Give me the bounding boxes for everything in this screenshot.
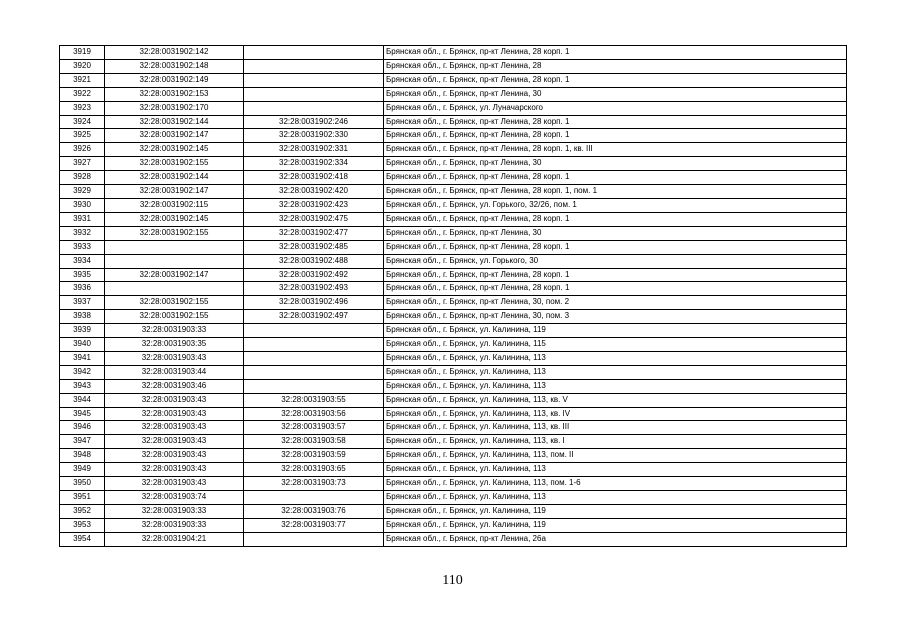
address-cell: Брянская обл., г. Брянск, ул. Луначарского xyxy=(384,101,847,115)
related-cadastral-number-cell: 32:28:0031903:57 xyxy=(244,421,384,435)
related-cadastral-number-cell: 32:28:0031902:475 xyxy=(244,212,384,226)
row-number-cell: 3942 xyxy=(60,365,105,379)
address-cell: Брянская обл., г. Брянск, пр-кт Ленина, 30, пом. 2 xyxy=(384,296,847,310)
row-number-cell: 3947 xyxy=(60,435,105,449)
row-number-cell: 3940 xyxy=(60,338,105,352)
related-cadastral-number-cell: 32:28:0031902:331 xyxy=(244,143,384,157)
table-row xyxy=(60,115,847,129)
address-cell: Брянская обл., г. Брянск, пр-кт Ленина, 28 корп. 1 xyxy=(384,129,847,143)
related-cadastral-number-cell: 32:28:0031902:334 xyxy=(244,157,384,171)
table-row xyxy=(60,226,847,240)
related-cadastral-number-cell: 32:28:0031902:418 xyxy=(244,171,384,185)
row-number-cell: 3934 xyxy=(60,254,105,268)
cadastral-number-cell: 32:28:0031902:145 xyxy=(105,212,244,226)
cadastral-number-cell: 32:28:0031902:115 xyxy=(105,198,244,212)
cadastral-number-cell: 32:28:0031902:170 xyxy=(105,101,244,115)
cadastral-number-cell: 32:28:0031902:144 xyxy=(105,171,244,185)
address-cell: Брянская обл., г. Брянск, пр-кт Ленина, 28 корп. 1 xyxy=(384,282,847,296)
table-row xyxy=(60,491,847,505)
cadastral-number-cell: 32:28:0031902:145 xyxy=(105,143,244,157)
related-cadastral-number-cell: 32:28:0031902:330 xyxy=(244,129,384,143)
row-number-cell: 3937 xyxy=(60,296,105,310)
related-cadastral-number-cell: 32:28:0031902:420 xyxy=(244,185,384,199)
cadastral-number-cell: 32:28:0031902:147 xyxy=(105,185,244,199)
table-row xyxy=(60,268,847,282)
registry-table-body xyxy=(60,46,847,547)
table-row xyxy=(60,477,847,491)
cadastral-number-cell: 32:28:0031903:46 xyxy=(105,379,244,393)
related-cadastral-number-cell: 32:28:0031902:488 xyxy=(244,254,384,268)
table-row xyxy=(60,393,847,407)
page-number: 110 xyxy=(442,573,463,588)
address-cell: Брянская обл., г. Брянск, ул. Калинина, 119 xyxy=(384,324,847,338)
related-cadastral-number-cell: 32:28:0031902:246 xyxy=(244,115,384,129)
table-row xyxy=(60,532,847,546)
cadastral-number-cell: 32:28:0031904:21 xyxy=(105,532,244,546)
address-cell: Брянская обл., г. Брянск, ул. Калинина, 113, кв. IV xyxy=(384,407,847,421)
related-cadastral-number-cell: 32:28:0031903:77 xyxy=(244,518,384,532)
table-row xyxy=(60,101,847,115)
address-cell: Брянская обл., г. Брянск, пр-кт Ленина, 28 корп. 1 xyxy=(384,212,847,226)
cadastral-number-cell: 32:28:0031903:43 xyxy=(105,351,244,365)
related-cadastral-number-cell xyxy=(244,379,384,393)
address-cell: Брянская обл., г. Брянск, ул. Калинина, 113, кв. III xyxy=(384,421,847,435)
address-cell: Брянская обл., г. Брянск, пр-кт Ленина, 28 корп. 1 xyxy=(384,73,847,87)
address-cell: Брянская обл., г. Брянск, ул. Горького, 32/26, пом. 1 xyxy=(384,198,847,212)
cadastral-number-cell: 32:28:0031902:155 xyxy=(105,310,244,324)
row-number-cell: 3928 xyxy=(60,171,105,185)
related-cadastral-number-cell: 32:28:0031902:423 xyxy=(244,198,384,212)
cadastral-number-cell: 32:28:0031902:155 xyxy=(105,157,244,171)
row-number-cell: 3939 xyxy=(60,324,105,338)
table-row xyxy=(60,59,847,73)
table-row xyxy=(60,379,847,393)
cadastral-number-cell: 32:28:0031902:155 xyxy=(105,226,244,240)
related-cadastral-number-cell xyxy=(244,491,384,505)
registry-table xyxy=(59,45,847,547)
related-cadastral-number-cell: 32:28:0031902:493 xyxy=(244,282,384,296)
row-number-cell: 3920 xyxy=(60,59,105,73)
row-number-cell: 3922 xyxy=(60,87,105,101)
cadastral-number-cell: 32:28:0031902:147 xyxy=(105,268,244,282)
cadastral-number-cell xyxy=(105,240,244,254)
address-cell: Брянская обл., г. Брянск, пр-кт Ленина, 28 корп. 1 xyxy=(384,240,847,254)
related-cadastral-number-cell: 32:28:0031903:55 xyxy=(244,393,384,407)
table-row xyxy=(60,143,847,157)
related-cadastral-number-cell: 32:28:0031903:76 xyxy=(244,504,384,518)
row-number-cell: 3925 xyxy=(60,129,105,143)
row-number-cell: 3923 xyxy=(60,101,105,115)
address-cell: Брянская обл., г. Брянск, ул. Калинина, 113, пом. 1-6 xyxy=(384,477,847,491)
cadastral-number-cell: 32:28:0031903:43 xyxy=(105,463,244,477)
address-cell: Брянская обл., г. Брянск, пр-кт Ленина, 28 корп. 1 xyxy=(384,115,847,129)
row-number-cell: 3946 xyxy=(60,421,105,435)
cadastral-number-cell: 32:28:0031903:43 xyxy=(105,435,244,449)
row-number-cell: 3927 xyxy=(60,157,105,171)
row-number-cell: 3931 xyxy=(60,212,105,226)
address-cell: Брянская обл., г. Брянск, ул. Калинина, 113 xyxy=(384,365,847,379)
related-cadastral-number-cell: 32:28:0031903:73 xyxy=(244,477,384,491)
cadastral-number-cell: 32:28:0031903:33 xyxy=(105,504,244,518)
address-cell: Брянская обл., г. Брянск, пр-кт Ленина, 28 корп. 1 xyxy=(384,171,847,185)
related-cadastral-number-cell: 32:28:0031902:477 xyxy=(244,226,384,240)
table-row xyxy=(60,365,847,379)
cadastral-number-cell: 32:28:0031902:153 xyxy=(105,87,244,101)
table-row xyxy=(60,421,847,435)
table-row xyxy=(60,73,847,87)
cadastral-number-cell: 32:28:0031902:149 xyxy=(105,73,244,87)
table-row xyxy=(60,240,847,254)
table-row xyxy=(60,282,847,296)
address-cell: Брянская обл., г. Брянск, пр-кт Ленина, 26а xyxy=(384,532,847,546)
row-number-cell: 3943 xyxy=(60,379,105,393)
table-row xyxy=(60,324,847,338)
related-cadastral-number-cell: 32:28:0031902:492 xyxy=(244,268,384,282)
related-cadastral-number-cell xyxy=(244,87,384,101)
address-cell: Брянская обл., г. Брянск, пр-кт Ленина, 28 корп. 1 xyxy=(384,268,847,282)
related-cadastral-number-cell xyxy=(244,324,384,338)
address-cell: Брянская обл., г. Брянск, ул. Калинина, 113 xyxy=(384,351,847,365)
related-cadastral-number-cell: 32:28:0031902:485 xyxy=(244,240,384,254)
cadastral-number-cell: 32:28:0031903:74 xyxy=(105,491,244,505)
address-cell: Брянская обл., г. Брянск, ул. Калинина, 113, пом. II xyxy=(384,449,847,463)
table-row xyxy=(60,407,847,421)
cadastral-number-cell: 32:28:0031903:43 xyxy=(105,477,244,491)
row-number-cell: 3952 xyxy=(60,504,105,518)
related-cadastral-number-cell: 32:28:0031902:497 xyxy=(244,310,384,324)
address-cell: Брянская обл., г. Брянск, ул. Калинина, 113 xyxy=(384,491,847,505)
cadastral-number-cell: 32:28:0031902:155 xyxy=(105,296,244,310)
related-cadastral-number-cell: 32:28:0031903:65 xyxy=(244,463,384,477)
row-number-cell: 3936 xyxy=(60,282,105,296)
related-cadastral-number-cell: 32:28:0031903:56 xyxy=(244,407,384,421)
related-cadastral-number-cell xyxy=(244,46,384,60)
related-cadastral-number-cell: 32:28:0031903:59 xyxy=(244,449,384,463)
address-cell: Брянская обл., г. Брянск, ул. Калинина, 113, кв. V xyxy=(384,393,847,407)
table-row xyxy=(60,46,847,60)
address-cell: Брянская обл., г. Брянск, пр-кт Ленина, 28 корп. 1, кв. III xyxy=(384,143,847,157)
related-cadastral-number-cell xyxy=(244,101,384,115)
row-number-cell: 3935 xyxy=(60,268,105,282)
table-row xyxy=(60,518,847,532)
row-number-cell: 3954 xyxy=(60,532,105,546)
related-cadastral-number-cell xyxy=(244,59,384,73)
table-row xyxy=(60,185,847,199)
row-number-cell: 3930 xyxy=(60,198,105,212)
row-number-cell: 3953 xyxy=(60,518,105,532)
address-cell: Брянская обл., г. Брянск, пр-кт Ленина, 28 корп. 1 xyxy=(384,46,847,60)
cadastral-number-cell xyxy=(105,254,244,268)
related-cadastral-number-cell xyxy=(244,338,384,352)
table-row xyxy=(60,449,847,463)
cadastral-number-cell: 32:28:0031903:33 xyxy=(105,518,244,532)
address-cell: Брянская обл., г. Брянск, ул. Горького, 30 xyxy=(384,254,847,268)
related-cadastral-number-cell xyxy=(244,73,384,87)
table-row xyxy=(60,157,847,171)
related-cadastral-number-cell xyxy=(244,351,384,365)
address-cell: Брянская обл., г. Брянск, ул. Калинина, 119 xyxy=(384,504,847,518)
row-number-cell: 3919 xyxy=(60,46,105,60)
row-number-cell: 3949 xyxy=(60,463,105,477)
related-cadastral-number-cell xyxy=(244,365,384,379)
table-row xyxy=(60,212,847,226)
cadastral-number-cell: 32:28:0031903:43 xyxy=(105,393,244,407)
table-row xyxy=(60,296,847,310)
table-row xyxy=(60,254,847,268)
address-cell: Брянская обл., г. Брянск, пр-кт Ленина, 30 xyxy=(384,226,847,240)
row-number-cell: 3921 xyxy=(60,73,105,87)
row-number-cell: 3933 xyxy=(60,240,105,254)
table-row xyxy=(60,198,847,212)
cadastral-number-cell: 32:28:0031903:43 xyxy=(105,449,244,463)
address-cell: Брянская обл., г. Брянск, ул. Калинина, 113 xyxy=(384,463,847,477)
table-row xyxy=(60,338,847,352)
address-cell: Брянская обл., г. Брянск, пр-кт Ленина, 30 xyxy=(384,157,847,171)
row-number-cell: 3944 xyxy=(60,393,105,407)
address-cell: Брянская обл., г. Брянск, ул. Калинина, 115 xyxy=(384,338,847,352)
table-row xyxy=(60,463,847,477)
cadastral-number-cell: 32:28:0031902:147 xyxy=(105,129,244,143)
row-number-cell: 3938 xyxy=(60,310,105,324)
table-row xyxy=(60,87,847,101)
related-cadastral-number-cell: 32:28:0031903:58 xyxy=(244,435,384,449)
cadastral-number-cell: 32:28:0031903:43 xyxy=(105,407,244,421)
row-number-cell: 3951 xyxy=(60,491,105,505)
address-cell: Брянская обл., г. Брянск, ул. Калинина, 113 xyxy=(384,379,847,393)
row-number-cell: 3924 xyxy=(60,115,105,129)
cadastral-number-cell: 32:28:0031902:144 xyxy=(105,115,244,129)
address-cell: Брянская обл., г. Брянск, пр-кт Ленина, 30, пом. 3 xyxy=(384,310,847,324)
row-number-cell: 3926 xyxy=(60,143,105,157)
address-cell: Брянская обл., г. Брянск, ул. Калинина, 113, кв. I xyxy=(384,435,847,449)
table-row xyxy=(60,171,847,185)
table-row xyxy=(60,310,847,324)
related-cadastral-number-cell xyxy=(244,532,384,546)
address-cell: Брянская обл., г. Брянск, ул. Калинина, 119 xyxy=(384,518,847,532)
cadastral-number-cell xyxy=(105,282,244,296)
cadastral-number-cell: 32:28:0031903:44 xyxy=(105,365,244,379)
cadastral-number-cell: 32:28:0031903:33 xyxy=(105,324,244,338)
row-number-cell: 3948 xyxy=(60,449,105,463)
table-row xyxy=(60,504,847,518)
cadastral-number-cell: 32:28:0031902:148 xyxy=(105,59,244,73)
address-cell: Брянская обл., г. Брянск, пр-кт Ленина, 30 xyxy=(384,87,847,101)
address-cell: Брянская обл., г. Брянск, пр-кт Ленина, 28 корп. 1, пом. 1 xyxy=(384,185,847,199)
cadastral-number-cell: 32:28:0031903:35 xyxy=(105,338,244,352)
row-number-cell: 3932 xyxy=(60,226,105,240)
row-number-cell: 3929 xyxy=(60,185,105,199)
row-number-cell: 3950 xyxy=(60,477,105,491)
table-row xyxy=(60,351,847,365)
cadastral-number-cell: 32:28:0031902:142 xyxy=(105,46,244,60)
row-number-cell: 3941 xyxy=(60,351,105,365)
cadastral-number-cell: 32:28:0031903:43 xyxy=(105,421,244,435)
related-cadastral-number-cell: 32:28:0031902:496 xyxy=(244,296,384,310)
address-cell: Брянская обл., г. Брянск, пр-кт Ленина, 28 xyxy=(384,59,847,73)
row-number-cell: 3945 xyxy=(60,407,105,421)
table-row xyxy=(60,129,847,143)
table-row xyxy=(60,435,847,449)
